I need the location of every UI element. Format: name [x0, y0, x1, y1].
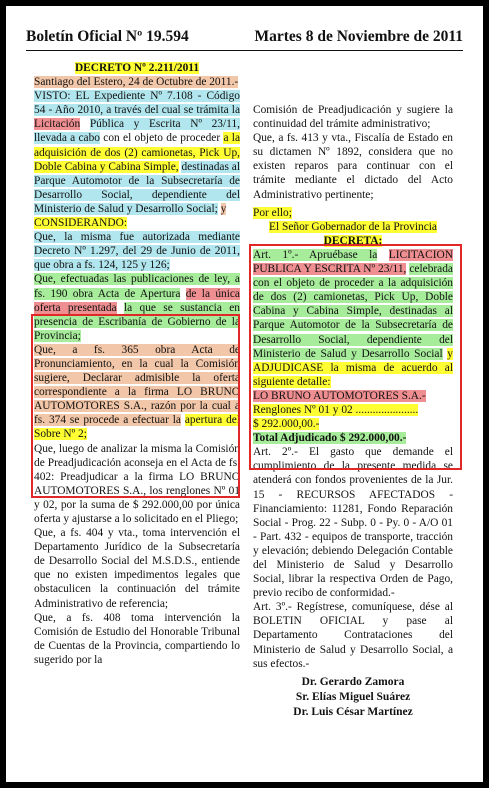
signatures — [253, 675, 453, 720]
governor-line: El Señor Gobernador de la Provincia — [269, 220, 437, 233]
considerando-4: Que, luego de analizar la misma la Comisión de Preadjudicación aconseja en el Acta de fs. 402: Preadjudicar a la firma LO BRUNO AUTOMOTORES S.A., los renglones Nº 01 y 02, por la suma de $ 292.000,00 por única oferta y ajustarse a lo solicitado en el Pliego; — [34, 442, 240, 525]
considerando-3: Que, a fs. 365 obra Acta de Pronunciamiento, en la cual la Comisión sugiere, Declarar admisible la oferta correspondiente a la firma LO BRUNO AUTOMOTORES S.A., razón por la cual a fs. 374 se procede a efectuar la apertura del Sobre Nº 2; — [34, 343, 240, 441]
article-2: Art. 2º.- El gasto que demande el cumplimiento de la presente medida se atenderá con fondos provenientes de la Jur. 15 - RECURSOS AFECTADOS - Financiamiento: 11281, Fondo Reparación Social - Prog. 22 - Subp. 0 - Py. 0 - A/O 01 - Part. 432 - equipos de transporte, tracción y elevación; debiendo Delegación Contable del Ministerio de Salud y Desarrollo Social, librar la respectiva Orden de Pago, previo recibo de conformidad.- — [253, 446, 453, 600]
decreta-heading: DECRETA: — [323, 234, 383, 247]
left-column — [34, 58, 240, 667]
article-3: Art. 3º.- Regístrese, comuníquese, dése al BOLETIN OFICIAL y pase al Departamento Contrataciones del Ministerio de Salud y Desarrollo Social, a sus efectos.- — [253, 601, 453, 670]
renglones-line: Renglones Nº 01 y 02 ...................... — [253, 403, 419, 416]
por-ello: Por ello; — [253, 206, 292, 219]
considerando-1: Que, la misma fue autorizada mediante Decreto Nº 1.297, del 29 de Junio de 2011, que obra a fs. 124, 125 y 126; — [34, 231, 240, 272]
right-para-2: Que, a fs. 413 y vta., Fiscalía de Estado en su dictamen Nº 1892, considera que no existen reparos para continuar con el trámite mediante el dictado del Acto Administrativo pertinente; — [253, 132, 453, 201]
considerando-5: Que, a fs. 404 y vta., toma intervención el Departamento Jurídico de la Subsecretaría de Desarrollo Social del M.S.D.S., entiende que no existen impedimentos legales que obstaculicen la continuación del trámite Administrativo de referencia; — [34, 527, 240, 610]
right-para-1: Comisión de Preadjudicación y sugiere la continuidad del trámite administrativo; — [253, 104, 453, 131]
awarded-firm: LO BRUNO AUTOMOTORES S.A.- — [253, 389, 426, 402]
considerando-2: Que, efectuadas las publicaciones de ley, a fs. 190 obra Acta de Apertura de la única oferta presentada la que se sustancia en presencia de Escribanía de Gobierno de la Provincia; — [34, 273, 240, 342]
bulletin-page — [6, 6, 483, 782]
article-1: Art. 1º.- Apruébase la LICITACION PUBLICA Y ESCRITA Nº 23/11, celebrada con el objeto de proceder a la adquisición de dos (2) camionetas, Pick Up, Doble Cabina y Cabina Simple, destinadas al Parque Automotor de la Subsecretaría de Desarrollo Social, dependiente del Ministerio de Salud y Desarrollo Social y ADJUDICASE la misma de acuerdo al siguiente detalle: — [253, 248, 453, 388]
signature-governor: Dr. Gerardo Zamora — [301, 675, 405, 688]
publication-date: Martes 8 de Noviembre de 2011 — [254, 28, 463, 45]
right-column — [253, 103, 453, 720]
total-adjudicado: Total Adjudicado $ 292.000,00.- — [253, 432, 407, 445]
place-date: Santiago del Estero, 24 de Octubre de 2011.- — [34, 76, 239, 89]
page-header — [26, 28, 463, 51]
publication-title: Boletín Oficial Nº 19.594 — [26, 28, 189, 45]
decree-title: DECRETO Nº 2.211/2011 — [74, 62, 200, 74]
amount-line: $ 292.000,00.- — [253, 418, 320, 431]
considerando-6: Que, a fs. 408 toma intervención la Comisión de Estudio del Honorable Tribunal de Cuentas de la Provincia, compartiendo lo sugerido por la — [34, 611, 240, 666]
signature-minister-2: Dr. Luis César Martínez — [293, 705, 413, 718]
signature-minister-1: Sr. Elías Miguel Suárez — [295, 690, 411, 703]
visto-paragraph: VISTO: EL Expediente Nº 7.108 - Código 54 - Año 2010, a través del cual se trámita la Licitación Pública y Escrita Nº 23/11, llevada a cabo con el objeto de proceder a la adquisición de dos (2) camionetas, Pick Up, Doble Cabina y Cabina Simple, destinadas al Parque Automotor de la Subsecretaría de Desarrollo Social, dependiente del Ministerio de Salud y Desarrollo Social; y — [34, 90, 240, 215]
considerando-heading: CONSIDERANDO: — [34, 217, 128, 230]
